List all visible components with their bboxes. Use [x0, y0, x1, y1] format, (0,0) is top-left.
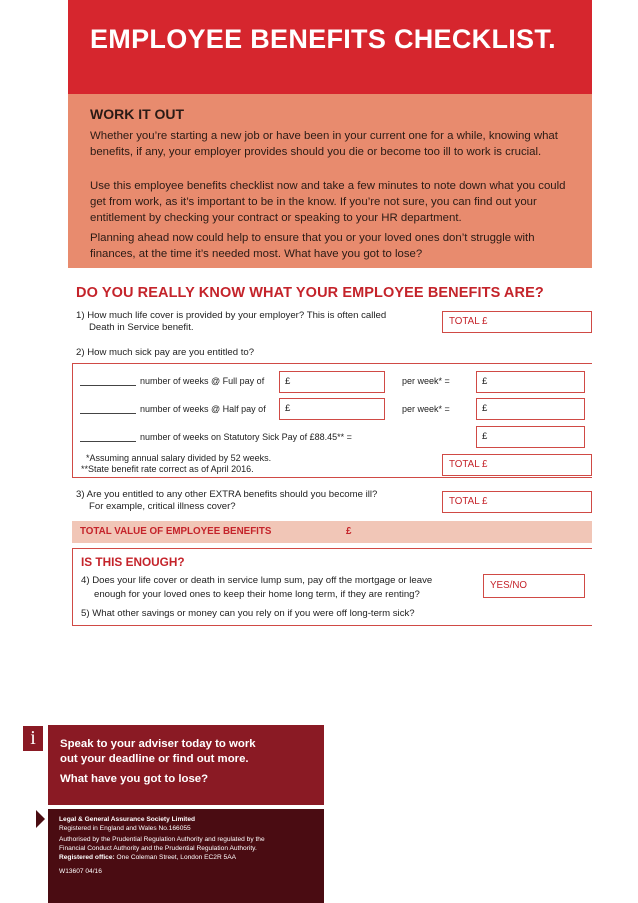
is-this-enough-heading: IS THIS ENOUGH? — [81, 555, 185, 569]
half-pay-total-field[interactable]: £ — [476, 398, 585, 420]
header-banner — [68, 0, 592, 94]
total-value-label: TOTAL VALUE OF EMPLOYEE BENEFITS — [80, 526, 272, 537]
full-pay-weeks-blank[interactable] — [80, 376, 136, 386]
footer-authorisation-2: Financial Conduct Authority and the Prudential Regulation Authority. — [59, 845, 257, 852]
question-1-line-1: 1) How much life cover is provided by your employer? This is often called — [76, 310, 387, 321]
half-pay-weeks-blank[interactable] — [80, 404, 136, 414]
full-pay-per-week-label: per week* = — [402, 376, 450, 386]
q1-total-field[interactable]: TOTAL £ — [442, 311, 592, 333]
callout-line-3: What have you got to lose? — [60, 773, 209, 785]
full-pay-label: number of weeks @ Full pay of — [140, 376, 265, 386]
full-pay-amount-field[interactable]: £ — [279, 371, 385, 393]
benefits-question-title: DO YOU REALLY KNOW WHAT YOUR EMPLOYEE BENEFITS ARE? — [76, 285, 544, 301]
ssp-total-field[interactable]: £ — [476, 426, 585, 448]
work-it-out-panel — [68, 94, 592, 268]
half-pay-label: number of weeks @ Half pay of — [140, 404, 266, 414]
half-pay-amount-field[interactable]: £ — [279, 398, 385, 420]
footer-office-address: One Coleman Street, London EC2R 5AA — [114, 854, 237, 861]
ssp-weeks-blank[interactable] — [80, 432, 136, 442]
total-value-field[interactable]: £ — [346, 526, 352, 537]
intro-paragraph-2: Use this employee benefits checklist now and take a few minutes to note down what you could get from work, as it’s important to be in the know. If you’re not sure, you can find out your entitlement by checking your contract or speaking to your HR department. — [90, 180, 566, 224]
question-4-line-1: 4) Does your life cover or death in service lump sum, pay off the mortgage or leave — [81, 575, 433, 586]
legal-footer — [48, 809, 324, 903]
question-3-line-1: 3) Are you entitled to any other EXTRA benefits should you become ill? — [76, 489, 378, 500]
yes-no-field[interactable]: YES/NO — [483, 574, 585, 598]
adviser-callout — [48, 725, 324, 805]
question-5: 5) What other savings or money can you rely on if you were off long-term sick? — [81, 608, 415, 619]
footer-registration: Registered in England and Wales No.166055 — [59, 825, 191, 832]
callout-line-1: Speak to your adviser today to work — [60, 738, 256, 750]
page-title: EMPLOYEE BENEFITS CHECKLIST. — [90, 24, 556, 54]
footer-office-label: Registered office: — [59, 854, 115, 861]
question-2: 2) How much sick pay are you entitled to? — [76, 347, 255, 358]
q3-total-field[interactable]: TOTAL £ — [442, 491, 592, 513]
intro-paragraph-1: Whether you’re starting a new job or have been in your current one for a while, knowing what benefits, if any, your employer provides should you die or become too ill to work is crucial. — [90, 130, 558, 158]
work-it-out-heading: WORK IT OUT — [90, 106, 185, 122]
intro-paragraph-3: Planning ahead now could help to ensure that you or your loved ones don’t struggle with finances, at the time it’s needed most. What have you got to lose? — [90, 232, 535, 260]
footer-code: W13607 04/16 — [59, 868, 102, 875]
question-4-line-2: enough for your loved ones to keep their home long term, if they are renting? — [94, 589, 420, 600]
footnote-salary: *Assuming annual salary divided by 52 weeks. — [86, 453, 272, 463]
ssp-label: number of weeks on Statutory Sick Pay of £88.45** = — [140, 432, 352, 442]
footer-company: Legal & General Assurance Society Limited — [59, 816, 196, 823]
question-1-line-2: Death in Service benefit. — [89, 322, 194, 333]
info-icon: i — [23, 726, 43, 751]
q2-total-field[interactable]: TOTAL £ — [442, 454, 592, 476]
half-pay-per-week-label: per week* = — [402, 404, 450, 414]
question-3 — [76, 489, 377, 513]
footer-authorisation-1: Authorised by the Prudential Regulation Authority and regulated by the — [59, 836, 265, 843]
callout-line-2: out your deadline or find out more. — [60, 753, 249, 765]
footnote-state-rate: **State benefit rate correct as of April 2016. — [81, 464, 254, 474]
total-value-bar — [72, 521, 592, 543]
half-pay-row — [80, 404, 266, 414]
question-4 — [81, 575, 432, 601]
footer-arrow-icon — [36, 810, 45, 828]
question-3-line-2: For example, critical illness cover? — [89, 501, 236, 512]
full-pay-total-field[interactable]: £ — [476, 371, 585, 393]
question-1 — [76, 310, 386, 334]
ssp-row — [80, 432, 352, 442]
footer-office — [59, 854, 319, 863]
full-pay-row — [80, 376, 264, 386]
